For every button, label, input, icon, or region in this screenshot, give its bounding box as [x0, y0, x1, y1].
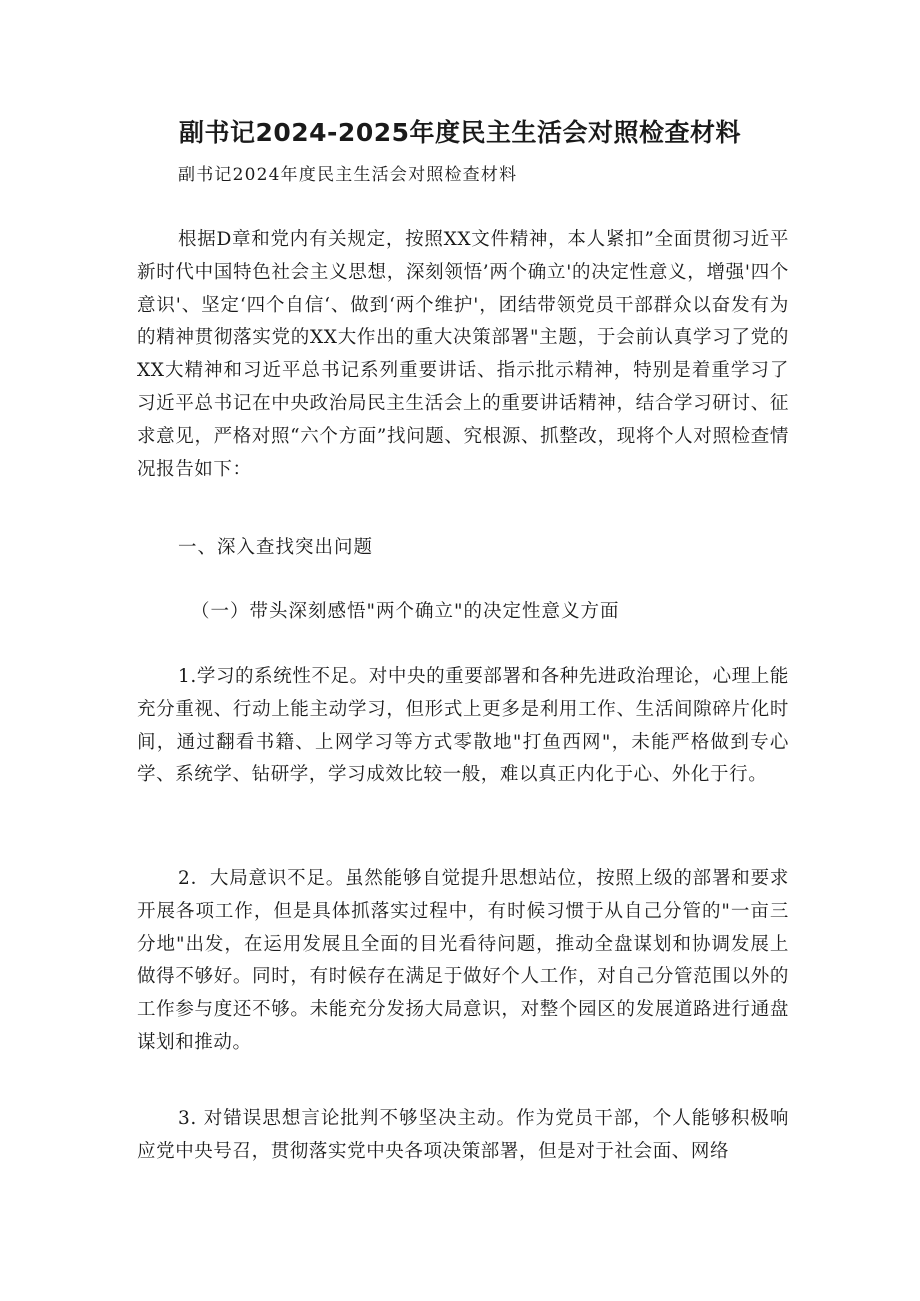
item-paragraph-1: 1.学习的系统性不足。对中央的重要部署和各种先进政治理论，心理上能充分重视、行动上能主动学习，但形式上更多是利用工作、生活间隙碎片化时间，通过翻看书籍、上网学习等方式零散地"打鱼西网"，未能严格做到专心学、系统学、钻研学，学习成效比较一般，难以真正内化于心、外化于行。 — [137, 666, 789, 786]
document-title: 副书记2024-2025年度民主生活会对照检查材料 — [178, 118, 742, 147]
item-paragraph-3: 3. 对错误思想言论批判不够坚决主动。作为党员干部，个人能够积极响应党中央号召，贯彻落实党中央各项决策部署，但是对于社会面、网络 — [137, 1108, 789, 1162]
item-paragraph-2: 2．大局意识不足。虽然能够自觉提升思想站位，按照上级的部署和要求开展各项工作，但是具体抓落实过程中，有时候习惯于从自己分管的"一亩三分地"出发，在运用发展且全面的目光看待问题，推动全盘谋划和协调发展上做得不够好。同时，有时候存在满足于做好个人工作，对自己分管范围以外的工作参与度还不够。未能充分发扬大局意识，对整个园区的发展道路进行通盘谋划和推动。 — [137, 868, 789, 1053]
document-subtitle: 副书记2024年度民主生活会对照检查材料 — [178, 165, 518, 185]
section-heading-1: 一、深入查找突出问题 — [178, 537, 374, 558]
subsection-heading-1: （一）带头深刻感悟"两个确立"的决定性意义方面 — [191, 601, 620, 622]
intro-paragraph: 根据D章和党内有关规定，按照XX文件精神，本人紧扣”全面贯彻习近平新时代中国特色社会主义思想，深刻领悟’两个确立'的决定性意义，增强'四个意识'、坚定‘四个自信‘、做到‘两个维护'，团结带领党员干部群众以奋发有为的精神贯彻落实党的XX大作出的重大决策部署"主题，于会前认真学习了党的XX大精神和习近平总书记系列重要讲话、指示批示精神，特别是着重学习了习近平总书记在中央政治局民主生活会上的重要讲话精神，结合学习研讨、征求意见，严格对照“六个方面”找问题、究根源、抓整改，现将个人对照检查情况报告如下： — [137, 229, 789, 480]
